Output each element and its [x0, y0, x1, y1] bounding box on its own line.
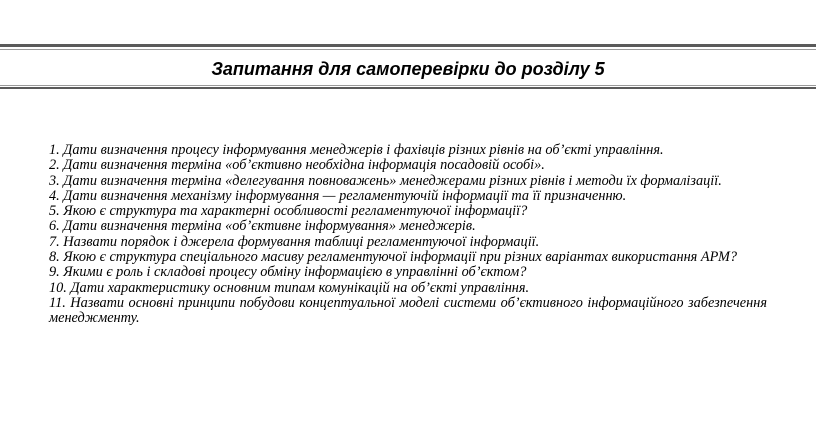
question-item: 11. Назвати основні принципи побудови концептуальної моделі системи об’єктивного інформаційного забезпечення менеджменту.: [49, 294, 767, 327]
question-item: 8. Якою є структура спеціального масиву регламентуючої інформації при різних варіантах використання АРМ?: [49, 249, 738, 266]
header-top-thin-rule: [0, 49, 816, 50]
question-item: 5. Якою є структура та характерні особливості регламентуючої інформації?: [49, 203, 528, 220]
question-item: 4. Дати визначення механізму інформування — регламентуючій інформації та її призначенню.: [49, 187, 627, 204]
question-item: 3. Дати визначення терміна «делегування повноважень» менеджерами різних рівнів і методи їх формалізації.: [49, 172, 722, 189]
question-item: 7. Назвати порядок і джерела формування таблиці регламентуючої інформації.: [49, 233, 540, 250]
header-bottom-thin-rule: [0, 85, 816, 86]
question-item: 1. Дати визначення процесу інформування менеджерів і фахівців різних рівнів на об’єкті управління.: [49, 142, 664, 158]
question-item: 9. Якими є роль і складові процесу обміну інформацією в управлінні об’єктом?: [49, 264, 527, 281]
question-item: 10. Дати характеристику основним типам комунікацій на об’єкті управління.: [49, 279, 530, 296]
header-top-rule: [0, 44, 816, 47]
question-list: [49, 143, 767, 327]
section-header: [0, 44, 816, 89]
question-item: 6. Дати визначення терміна «об’єктивне інформування» менеджерів.: [49, 218, 476, 235]
page-title: Запитання для самоперевірки до розділу 5: [211, 59, 605, 79]
question-item: 2. Дати визначення терміна «об’єктивно необхідна інформація посадовій особі».: [49, 157, 545, 174]
header-bottom-rule: [0, 87, 816, 89]
